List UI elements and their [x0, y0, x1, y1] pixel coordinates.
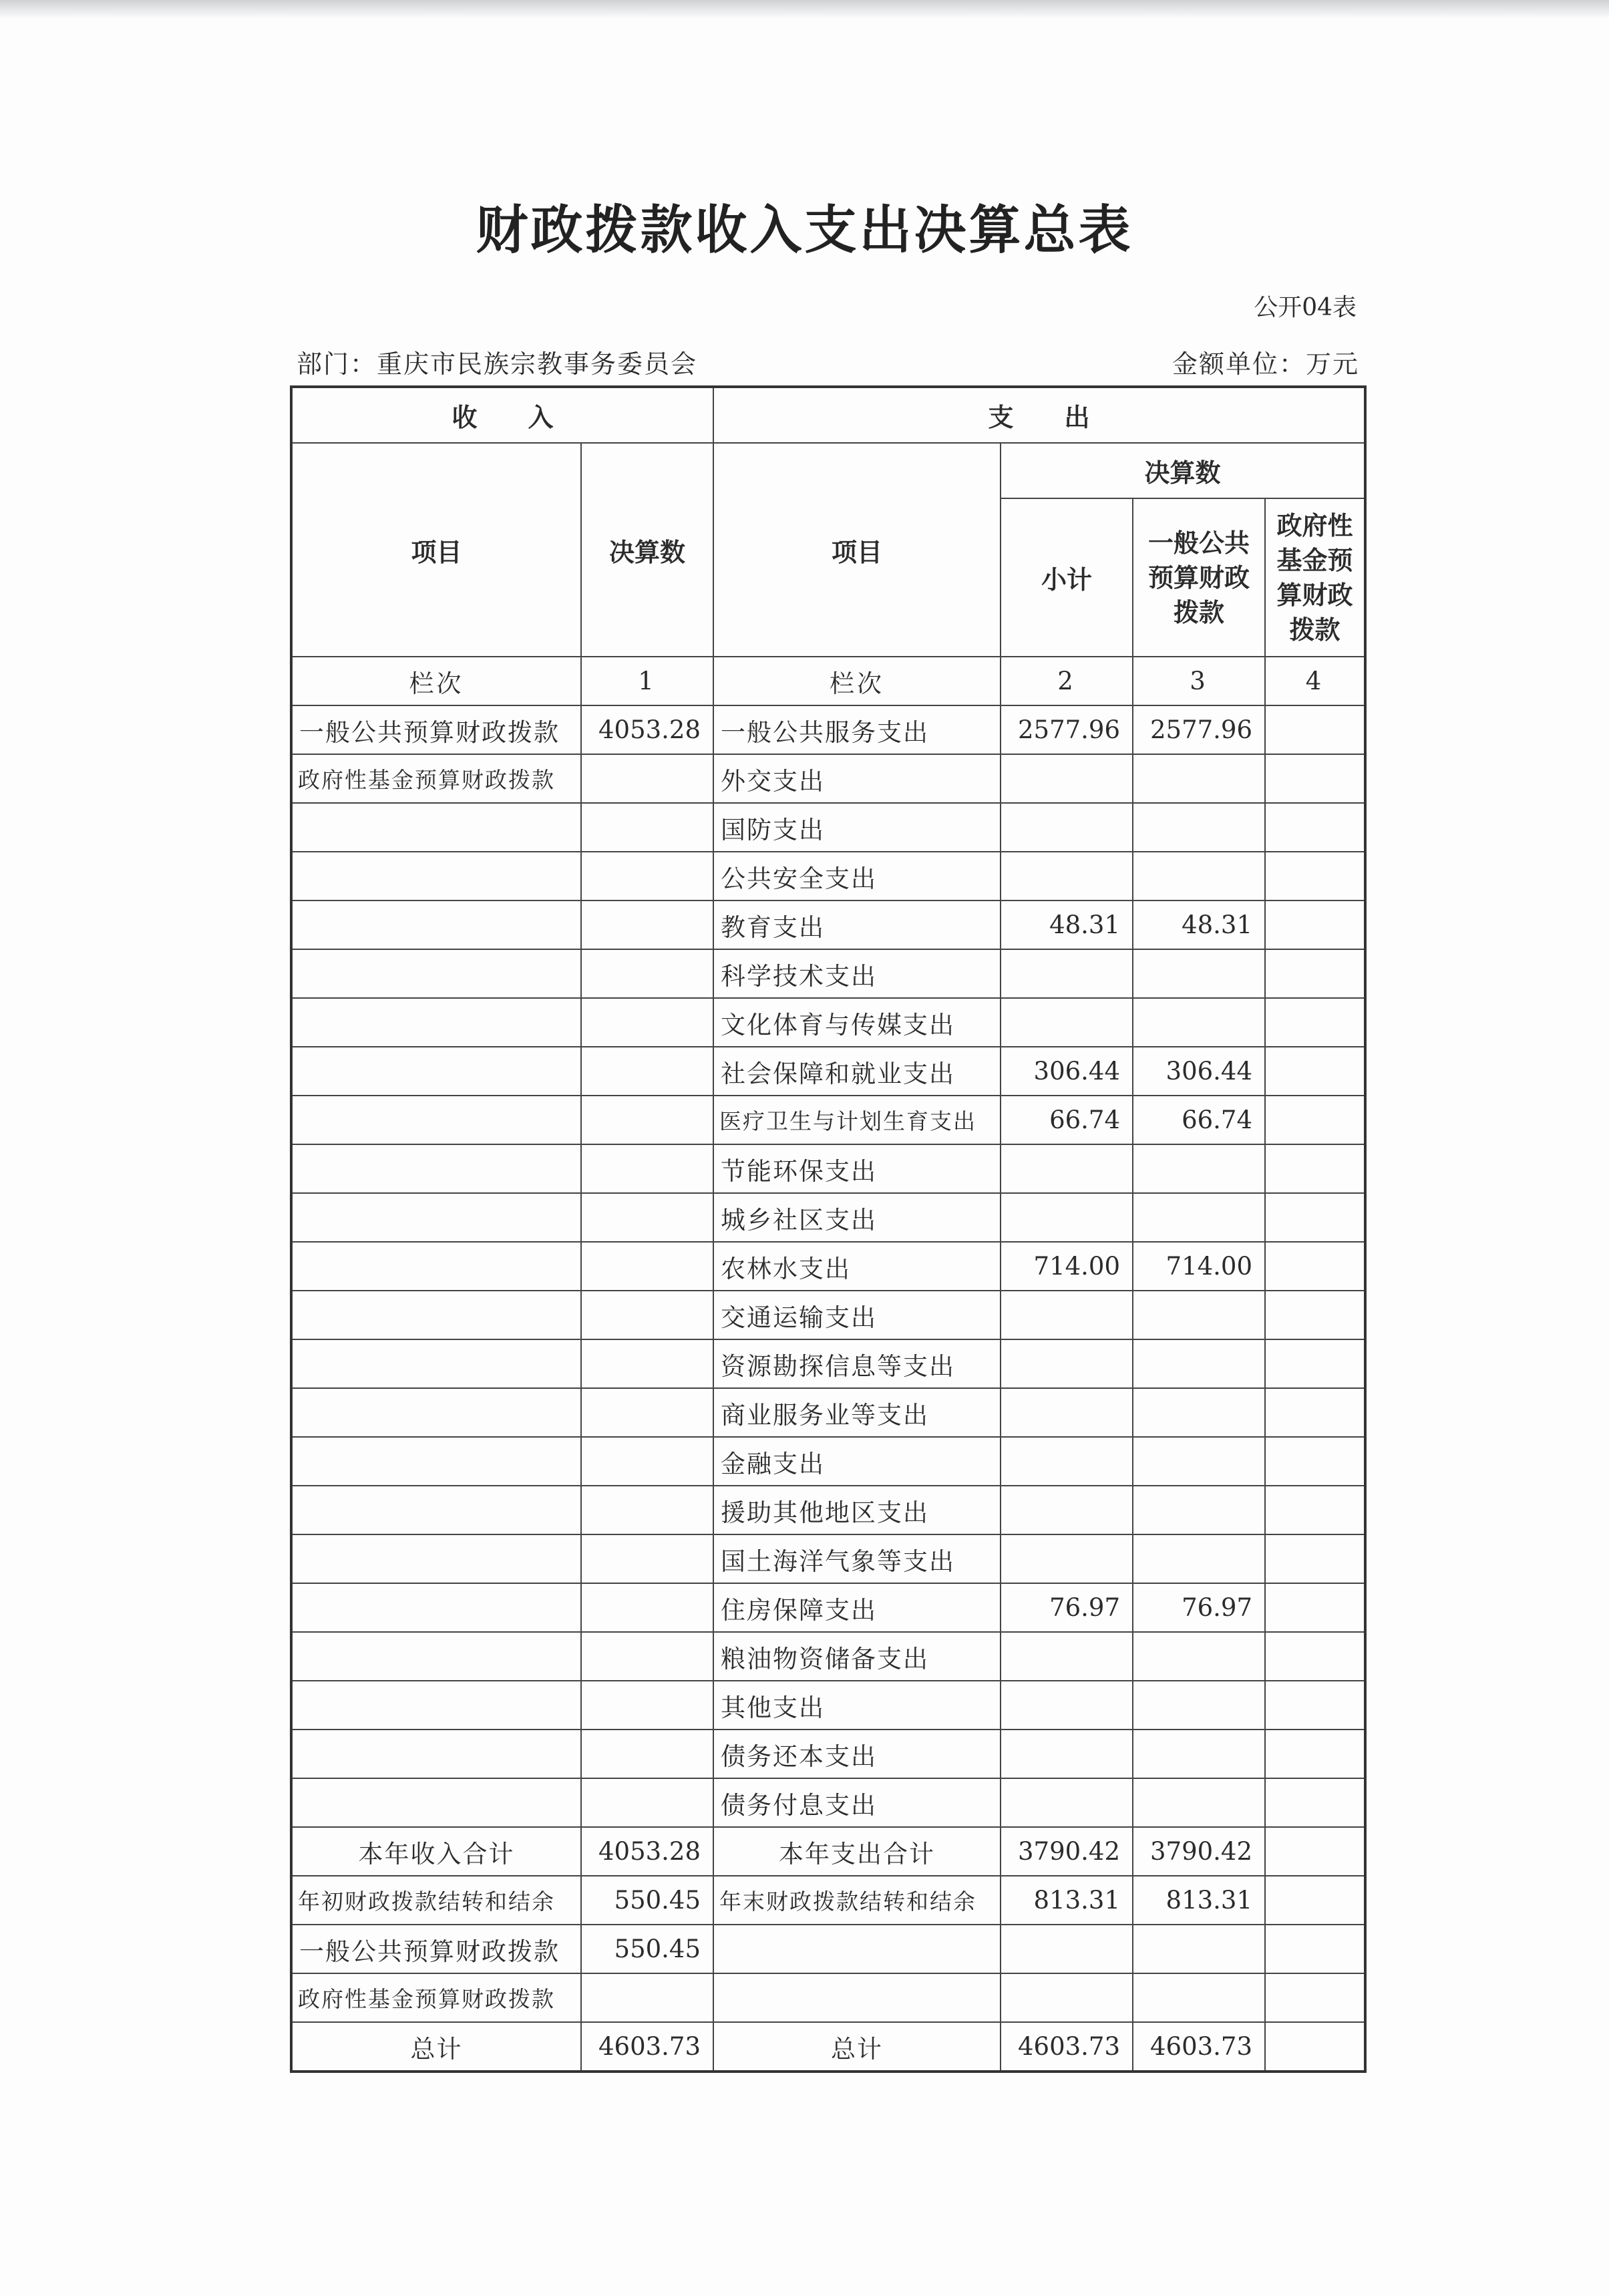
subtotal-cell — [1001, 949, 1133, 998]
income-amount-cell — [581, 1437, 713, 1486]
income-item-cell: 年初财政拨款结转和结余 — [291, 1876, 581, 1925]
general-budget-cell — [1133, 1534, 1265, 1583]
income-amount-cell — [581, 1291, 713, 1339]
income-item-cell: 政府性基金预算财政拨款 — [291, 754, 581, 803]
general-budget-cell — [1133, 1486, 1265, 1534]
income-item-cell — [291, 1291, 581, 1339]
subtotal-cell — [1001, 803, 1133, 852]
expense-item-cell: 社会保障和就业支出 — [713, 1047, 1001, 1096]
subtotal-cell: 3790.42 — [1001, 1827, 1133, 1876]
table-row — [291, 1681, 1365, 1730]
general-budget-cell — [1133, 1291, 1265, 1339]
expense-item-header: 项目 — [713, 443, 1001, 657]
income-item-header: 项目 — [291, 443, 581, 657]
gov-fund-cell — [1265, 1339, 1365, 1388]
subtotal-cell — [1001, 1339, 1133, 1388]
subtotal-cell: 714.00 — [1001, 1242, 1133, 1291]
income-amount-cell — [581, 1534, 713, 1583]
expense-item-cell: 金融支出 — [713, 1437, 1001, 1486]
income-amount-cell — [581, 1339, 713, 1388]
income-amount-cell: 4603.73 — [581, 2022, 713, 2072]
form-number: 公开04表 — [1254, 294, 1357, 321]
income-item-cell — [291, 1486, 581, 1534]
income-item-cell: 政府性基金预算财政拨款 — [291, 1973, 581, 2022]
income-item-cell — [291, 1144, 581, 1193]
table-row — [291, 1778, 1365, 1827]
income-header: 收 入 — [291, 387, 713, 443]
income-item-cell: 本年收入合计 — [291, 1827, 581, 1876]
table-row — [291, 949, 1365, 998]
table-row — [291, 1583, 1365, 1632]
general-budget-cell: 306.44 — [1133, 1047, 1265, 1096]
subtotal-cell: 813.31 — [1001, 1876, 1133, 1925]
income-amount-cell — [581, 1242, 713, 1291]
income-amount-cell: 550.45 — [581, 1876, 713, 1925]
income-amount-cell — [581, 1388, 713, 1437]
gov-fund-cell — [1265, 1242, 1365, 1291]
gov-fund-cell — [1265, 1876, 1365, 1925]
col-index-2: 2 — [1001, 657, 1133, 705]
gov-fund-cell — [1265, 1973, 1365, 2022]
gov-fund-header: 政府性基金预算财政拨款 — [1265, 498, 1365, 657]
gov-fund-cell — [1265, 1730, 1365, 1778]
subtotal-cell: 66.74 — [1001, 1096, 1133, 1144]
income-item-cell — [291, 1681, 581, 1730]
table-row — [291, 1388, 1365, 1437]
table-row — [291, 1047, 1365, 1096]
general-budget-cell — [1133, 1973, 1265, 2022]
income-item-cell: 一般公共预算财政拨款 — [291, 705, 581, 754]
expense-item-cell: 交通运输支出 — [713, 1291, 1001, 1339]
income-amount-cell — [581, 754, 713, 803]
gov-fund-cell — [1265, 2022, 1365, 2072]
income-amount-cell — [581, 1047, 713, 1096]
general-budget-cell — [1133, 1730, 1265, 1778]
expense-item-cell — [713, 1973, 1001, 2022]
income-item-cell — [291, 900, 581, 949]
general-budget-cell: 66.74 — [1133, 1096, 1265, 1144]
general-budget-cell — [1133, 1144, 1265, 1193]
general-budget-cell — [1133, 852, 1265, 900]
col-index-4: 4 — [1265, 657, 1365, 705]
income-amount-cell — [581, 1583, 713, 1632]
expense-item-cell: 国土海洋气象等支出 — [713, 1534, 1001, 1583]
expense-item-cell: 农林水支出 — [713, 1242, 1001, 1291]
general-budget-cell — [1133, 1632, 1265, 1681]
gov-fund-cell — [1265, 852, 1365, 900]
general-budget-cell — [1133, 803, 1265, 852]
table-row — [291, 1144, 1365, 1193]
income-item-cell — [291, 1583, 581, 1632]
table-row — [291, 1193, 1365, 1242]
expense-header: 支 出 — [713, 387, 1365, 443]
general-budget-cell — [1133, 1193, 1265, 1242]
table-row — [291, 1096, 1365, 1144]
income-amount-cell: 4053.28 — [581, 1827, 713, 1876]
table-row — [291, 803, 1365, 852]
subtotal-cell — [1001, 1778, 1133, 1827]
gov-fund-cell — [1265, 1632, 1365, 1681]
expense-item-cell — [713, 1925, 1001, 1973]
expense-item-cell: 年末财政拨款结转和结余 — [713, 1876, 1001, 1925]
general-budget-cell: 813.31 — [1133, 1876, 1265, 1925]
general-budget-header: 一般公共预算财政拨款 — [1133, 498, 1265, 657]
income-item-cell — [291, 1242, 581, 1291]
general-budget-cell: 48.31 — [1133, 900, 1265, 949]
income-amount-cell — [581, 1144, 713, 1193]
income-item-cell: 一般公共预算财政拨款 — [291, 1925, 581, 1973]
expense-item-cell: 城乡社区支出 — [713, 1193, 1001, 1242]
gov-fund-cell — [1265, 1047, 1365, 1096]
subtotal-cell — [1001, 1486, 1133, 1534]
income-amount-cell — [581, 1096, 713, 1144]
income-amount-cell — [581, 900, 713, 949]
subtotal-cell — [1001, 754, 1133, 803]
gov-fund-cell — [1265, 1486, 1365, 1534]
general-budget-cell: 714.00 — [1133, 1242, 1265, 1291]
subtotal-cell: 2577.96 — [1001, 705, 1133, 754]
income-amount-cell — [581, 949, 713, 998]
income-amount-cell — [581, 1193, 713, 1242]
table-row — [291, 900, 1365, 949]
subtotal-cell — [1001, 852, 1133, 900]
gov-fund-cell — [1265, 998, 1365, 1047]
expense-item-cell: 外交支出 — [713, 754, 1001, 803]
income-item-cell — [291, 998, 581, 1047]
subtotal-cell — [1001, 1388, 1133, 1437]
income-item-cell — [291, 1047, 581, 1096]
general-budget-cell: 4603.73 — [1133, 2022, 1265, 2072]
total-row — [291, 1925, 1365, 1973]
expense-item-cell: 援助其他地区支出 — [713, 1486, 1001, 1534]
gov-fund-cell — [1265, 1778, 1365, 1827]
general-budget-cell — [1133, 1681, 1265, 1730]
table-row — [291, 1632, 1365, 1681]
general-budget-cell: 3790.42 — [1133, 1827, 1265, 1876]
subtotal-cell — [1001, 1632, 1133, 1681]
table-row — [291, 1242, 1365, 1291]
expense-item-cell: 医疗卫生与计划生育支出 — [713, 1096, 1001, 1144]
row-label-right: 栏次 — [713, 657, 1001, 705]
gov-fund-cell — [1265, 1193, 1365, 1242]
table-row — [291, 1339, 1365, 1388]
income-item-cell — [291, 1632, 581, 1681]
expense-item-cell: 商业服务业等支出 — [713, 1388, 1001, 1437]
row-label-left: 栏次 — [291, 657, 581, 705]
expense-item-cell: 国防支出 — [713, 803, 1001, 852]
income-amount-cell — [581, 1730, 713, 1778]
final-amount-group-header: 决算数 — [1001, 443, 1365, 498]
subtotal-header: 小计 — [1001, 498, 1133, 657]
general-budget-cell: 2577.96 — [1133, 705, 1265, 754]
general-budget-cell — [1133, 1437, 1265, 1486]
income-item-cell — [291, 1534, 581, 1583]
income-amount-cell — [581, 1778, 713, 1827]
total-row — [291, 1827, 1365, 1876]
expense-item-cell: 资源勘探信息等支出 — [713, 1339, 1001, 1388]
subtotal-cell — [1001, 1193, 1133, 1242]
amount-unit-label: 金额单位：万元 — [1172, 349, 1359, 379]
income-amount-cell: 550.45 — [581, 1925, 713, 1973]
gov-fund-cell — [1265, 1681, 1365, 1730]
table-row — [291, 705, 1365, 754]
subtotal-cell: 76.97 — [1001, 1583, 1133, 1632]
department-label: 部门：重庆市民族宗教事务委员会 — [297, 349, 698, 379]
gov-fund-cell — [1265, 900, 1365, 949]
income-amount-cell — [581, 1681, 713, 1730]
general-budget-cell — [1133, 754, 1265, 803]
subtotal-cell — [1001, 1144, 1133, 1193]
income-item-cell: 总计 — [291, 2022, 581, 2072]
total-row — [291, 1876, 1365, 1925]
gov-fund-cell — [1265, 1925, 1365, 1973]
gov-fund-cell — [1265, 1437, 1365, 1486]
gov-fund-cell — [1265, 803, 1365, 852]
gov-fund-cell — [1265, 1096, 1365, 1144]
income-amount-cell — [581, 1973, 713, 2022]
subtotal-cell — [1001, 1437, 1133, 1486]
subtotal-cell — [1001, 1681, 1133, 1730]
table-row — [291, 1534, 1365, 1583]
table-row — [291, 1730, 1365, 1778]
income-item-cell — [291, 852, 581, 900]
subtotal-cell: 48.31 — [1001, 900, 1133, 949]
expense-item-cell: 粮油物资储备支出 — [713, 1632, 1001, 1681]
income-item-cell — [291, 949, 581, 998]
income-amount-cell — [581, 998, 713, 1047]
subtotal-cell — [1001, 1925, 1133, 1973]
subtotal-cell: 306.44 — [1001, 1047, 1133, 1096]
table-row — [291, 1486, 1365, 1534]
income-amount-cell — [581, 1632, 713, 1681]
budget-table — [290, 385, 1367, 2073]
total-row — [291, 2022, 1365, 2072]
subtotal-cell — [1001, 1973, 1133, 2022]
income-item-cell — [291, 1096, 581, 1144]
table-row — [291, 998, 1365, 1047]
income-item-cell — [291, 1193, 581, 1242]
income-item-cell — [291, 1778, 581, 1827]
general-budget-cell — [1133, 998, 1265, 1047]
header-row-2 — [291, 443, 1365, 498]
expense-item-cell: 总计 — [713, 2022, 1001, 2072]
gov-fund-cell — [1265, 1291, 1365, 1339]
income-item-cell — [291, 803, 581, 852]
subtotal-cell — [1001, 1730, 1133, 1778]
header-row-1 — [291, 387, 1365, 443]
gov-fund-cell — [1265, 1534, 1365, 1583]
general-budget-cell — [1133, 949, 1265, 998]
expense-item-cell: 文化体育与传媒支出 — [713, 998, 1001, 1047]
subtotal-cell — [1001, 1291, 1133, 1339]
gov-fund-cell — [1265, 1583, 1365, 1632]
subtotal-cell — [1001, 1534, 1133, 1583]
general-budget-cell — [1133, 1388, 1265, 1437]
table-row — [291, 852, 1365, 900]
income-amount-cell — [581, 852, 713, 900]
table-row — [291, 754, 1365, 803]
expense-item-cell: 住房保障支出 — [713, 1583, 1001, 1632]
expense-item-cell: 债务还本支出 — [713, 1730, 1001, 1778]
expense-item-cell: 其他支出 — [713, 1681, 1001, 1730]
expense-item-cell: 本年支出合计 — [713, 1827, 1001, 1876]
scan-edge-shadow — [0, 0, 1609, 19]
income-amount-cell — [581, 803, 713, 852]
col-index-3: 3 — [1133, 657, 1265, 705]
income-amount-cell — [581, 1486, 713, 1534]
subtotal-cell — [1001, 998, 1133, 1047]
expense-item-cell: 科学技术支出 — [713, 949, 1001, 998]
income-item-cell — [291, 1339, 581, 1388]
expense-item-cell: 债务付息支出 — [713, 1778, 1001, 1827]
table-row — [291, 1291, 1365, 1339]
expense-item-cell: 教育支出 — [713, 900, 1001, 949]
col-index-1: 1 — [581, 657, 713, 705]
column-index-row — [291, 657, 1365, 705]
income-item-cell — [291, 1437, 581, 1486]
page-title: 财政拨款收入支出决算总表 — [476, 200, 1133, 261]
general-budget-cell — [1133, 1778, 1265, 1827]
gov-fund-cell — [1265, 1388, 1365, 1437]
gov-fund-cell — [1265, 754, 1365, 803]
subtotal-cell: 4603.73 — [1001, 2022, 1133, 2072]
general-budget-cell — [1133, 1925, 1265, 1973]
expense-item-cell: 节能环保支出 — [713, 1144, 1001, 1193]
general-budget-cell — [1133, 1339, 1265, 1388]
total-row — [291, 1973, 1365, 2022]
income-amount-cell: 4053.28 — [581, 705, 713, 754]
income-item-cell — [291, 1388, 581, 1437]
gov-fund-cell — [1265, 949, 1365, 998]
expense-item-cell: 一般公共服务支出 — [713, 705, 1001, 754]
income-item-cell — [291, 1730, 581, 1778]
income-amount-header: 决算数 — [581, 443, 713, 657]
general-budget-cell: 76.97 — [1133, 1583, 1265, 1632]
gov-fund-cell — [1265, 1144, 1365, 1193]
expense-item-cell: 公共安全支出 — [713, 852, 1001, 900]
gov-fund-cell — [1265, 705, 1365, 754]
gov-fund-cell — [1265, 1827, 1365, 1876]
table-row — [291, 1437, 1365, 1486]
